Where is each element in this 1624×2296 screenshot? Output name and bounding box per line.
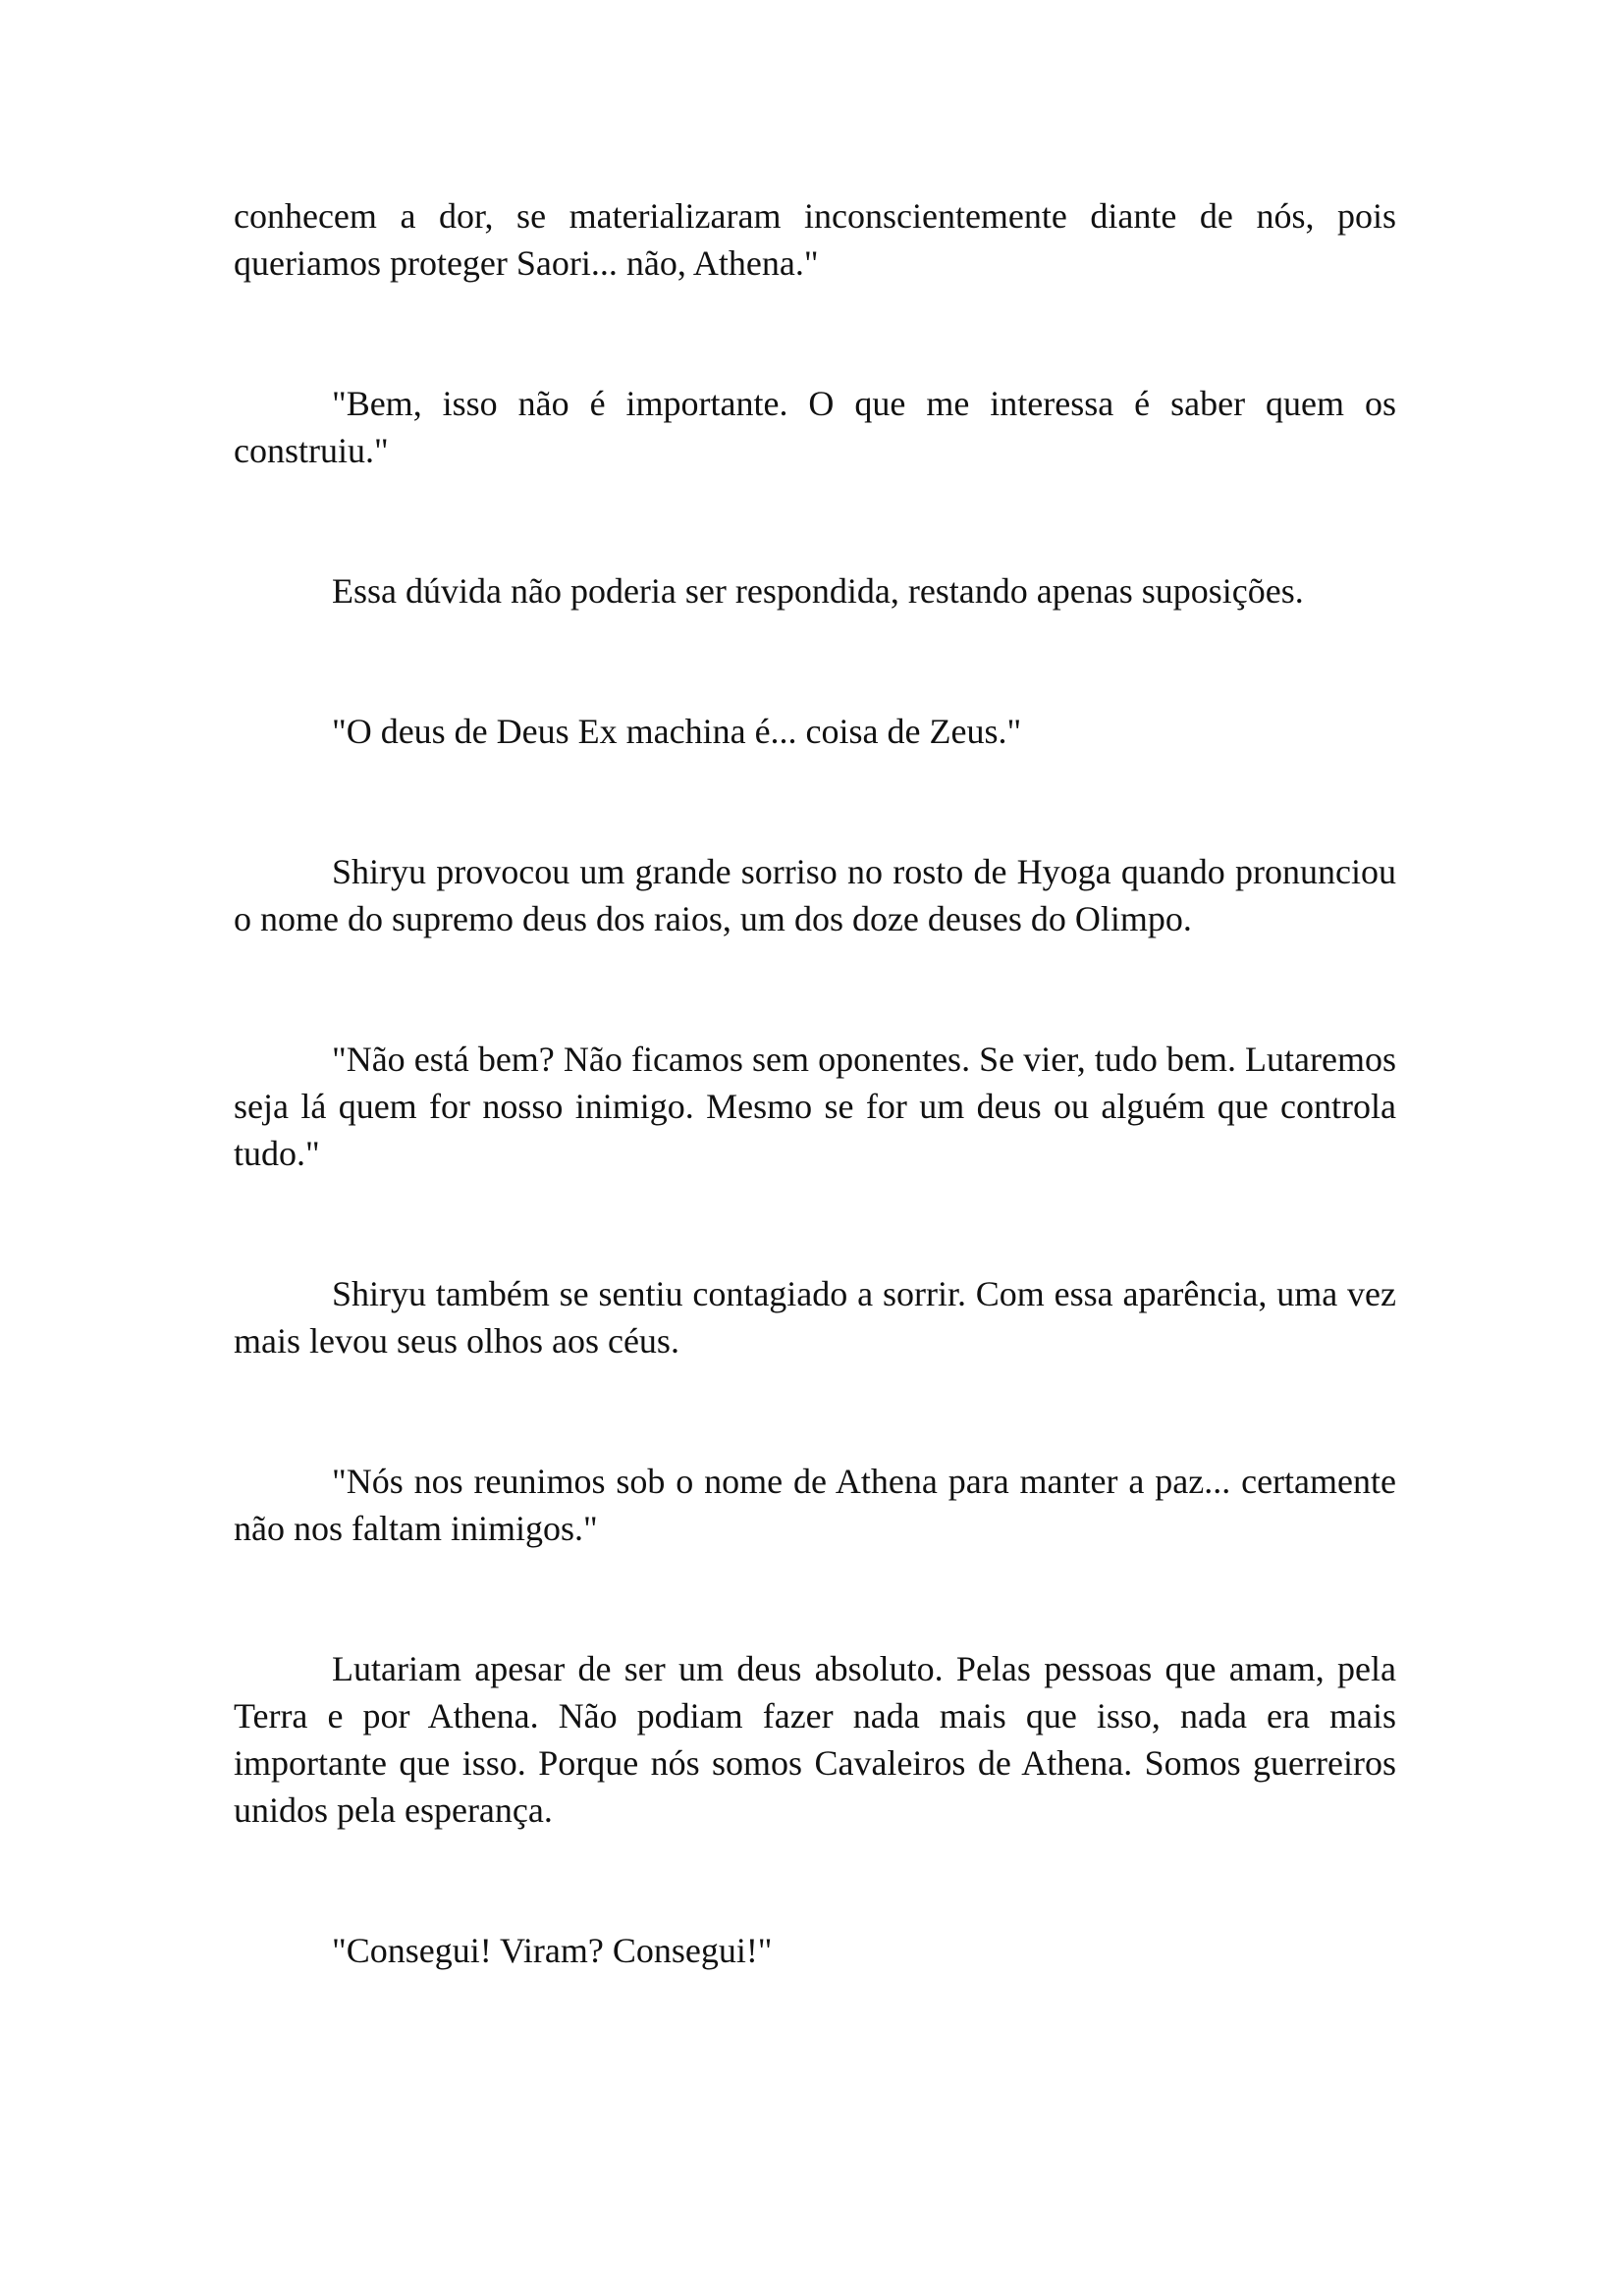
- paragraph: Shiryu provocou um grande sorriso no rosto de Hyoga quando pronunciou o nome do supremo deus dos raios, um dos doze deuses do Olimpo.: [234, 852, 1396, 938]
- paragraph: Shiryu também se sentiu contagiado a sorrir. Com essa aparência, uma vez mais levou seus olhos aos céus.: [234, 1274, 1396, 1361]
- paragraph: "Consegui! Viram? Consegui!": [332, 1931, 773, 1970]
- paragraph: conhecem a dor, se materializaram inconscientemente diante de nós, pois queriamos proteger Saori... não, Athena.": [234, 196, 1396, 283]
- paragraph: "O deus de Deus Ex machina é... coisa de Zeus.": [332, 712, 1022, 751]
- paragraph: "Não está bem? Não ficamos sem oponentes. Se vier, tudo bem. Lutaremos seja lá quem for nosso inimigo. Mesmo se for um deus ou alguém que controla tudo.": [234, 1040, 1396, 1173]
- paragraph: "Bem, isso não é importante. O que me interessa é saber quem os construiu.": [234, 384, 1396, 470]
- document-body: [234, 192, 1396, 1974]
- paragraph: Lutariam apesar de ser um deus absoluto. Pelas pessoas que amam, pela Terra e por Athena. Não podiam fazer nada mais que isso, nada era mais importante que isso. Porque nós somos Cavaleiros de Athena. Somos guerreiros unidos pela esperança.: [234, 1649, 1396, 1830]
- paragraph: Essa dúvida não poderia ser respondida, restando apenas suposições.: [332, 571, 1304, 611]
- paragraph: "Nós nos reunimos sob o nome de Athena para manter a paz... certamente não nos faltam inimigos.": [234, 1462, 1396, 1548]
